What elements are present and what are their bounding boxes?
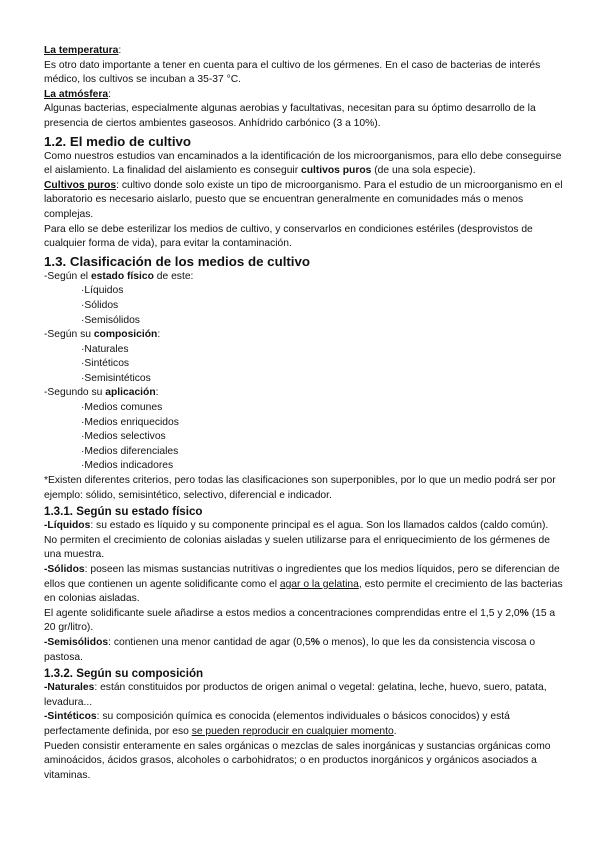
- paragraph-sales: Pueden consistir enteramente en sales orgánicas o mezclas de sales inorgánicas y sustancias orgánicas como aminoácidos, ácidos grasos, alcoholes o carbohidratos; o en productos inorgánicos y orgánicos asociados a vitaminas.: [44, 740, 551, 781]
- list-item: ·Medios diferenciales: [81, 445, 179, 457]
- atmosfera-title: La atmósfera:: [44, 88, 111, 100]
- paragraph-aislamiento: Como nuestros estudios van encaminados a la identificación de los microorganismos, para ello debe conseguirse el aislamiento. La finalidad del aislamiento es conseguir cultivos puros (de una sola especie).: [44, 150, 562, 177]
- list-item: ·Semisintéticos: [81, 372, 151, 384]
- paragraph-solidos: -Sólidos: poseen las mismas sustancias nutritivas o ingredientes que los medios líquidos, pero se diferencian de ellos que contienen un agente solidificante como el agar o la gelatina, esto permite el crecimiento de las bacterias en colonias aisladas.: [44, 564, 563, 605]
- section-heading-1-3-1: 1.3.1. Según su estado físico: [44, 505, 203, 519]
- list-item: ·Medios indicadores: [81, 460, 174, 472]
- paragraph-esterilizar: Para ello se debe esterilizar los medios de cultivo, y conservarlos en condiciones estériles (desprovistos de cualquier forma de vida), para evitar la contaminación.: [44, 223, 533, 250]
- list-item: ·Medios selectivos: [81, 431, 166, 443]
- document-page: [44, 44, 564, 783]
- paragraph-cultivos-puros: Cultivos puros: cultivo donde solo existe un tipo de microorganismo. Para el estudio de un microorganismo en el laboratorio es necesario aislarlo, puesto que se encuentran generalmente en comunidades más o menos complejas.: [44, 179, 563, 220]
- paragraph-naturales: -Naturales: están constituidos por productos de origen animal o vegetal: gelatina, leche, huevo, suero, patata, levadura...: [44, 682, 547, 708]
- temperatura-title: La temperatura:: [44, 45, 122, 56]
- list-item: ·Sólidos: [81, 299, 119, 311]
- paragraph-agente-solidificante: El agente solidificante suele añadirse a estos medios a concentraciones comprendidas entre el 1,5 y 2,0% (15 a 20 gr/litro).: [44, 607, 556, 634]
- paragraph-semisolidos: -Semisólidos: contienen una menor cantidad de agar (0,5% o menos), lo que les da consistencia viscosa o pastosa.: [44, 636, 536, 663]
- group-composicion: -Según su composición:: [44, 329, 161, 341]
- list-item: ·Semisólidos: [81, 314, 140, 326]
- list-item: ·Naturales: [81, 343, 129, 355]
- section-heading-1-3-2: 1.3.2. Según su composición: [44, 667, 204, 681]
- list-item: ·Medios comunes: [81, 402, 163, 414]
- list-item: ·Sintéticos: [81, 358, 130, 370]
- list-item: ·Medios enriquecidos: [81, 416, 179, 428]
- section-heading-1-2: 1.2. El medio de cultivo: [44, 133, 192, 149]
- group-estado-fisico: -Según el estado físico de este:: [44, 270, 194, 282]
- list-item: ·Líquidos: [81, 285, 124, 297]
- paragraph-sinteticos: -Sintéticos: su composición química es conocida (elementos individuales o básicos conocidos) y está perfectamente definida, por eso se pueden reproducir en cualquier momento.: [44, 711, 510, 737]
- group-aplicacion: -Segundo su aplicación:: [44, 387, 159, 399]
- section-heading-1-3: 1.3. Clasificación de los medios de cultivo: [44, 253, 311, 269]
- temperatura-text: Es otro dato importante a tener en cuenta para el cultivo de los gérmenes. En el caso de bacterias de interés médico, los cultivos se incuban a 35-37 °C.: [44, 59, 541, 86]
- paragraph-liquidos: -Líquidos: su estado es líquido y su componente principal es el agua. Son los llamados caldos (caldo común). No permiten el crecimiento de colonias aisladas y suelen utilizarse para el enriquecimiento de los gérmenes de una muestra.: [44, 520, 550, 561]
- atmosfera-text: Algunas bacterias, especialmente algunas aerobias y facultativas, necesitan para su óptimo desarrollo de la presencia de ciertos ambientes gaseosos. Anhídrido carbónico (3 a 10%).: [44, 103, 536, 129]
- classification-note: *Existen diferentes criterios, pero todas las clasificaciones son superponibles, por lo que un medio podrá ser por ejemplo: sólido, semisintético, selectivo, diferencial e indicador.: [44, 475, 556, 501]
